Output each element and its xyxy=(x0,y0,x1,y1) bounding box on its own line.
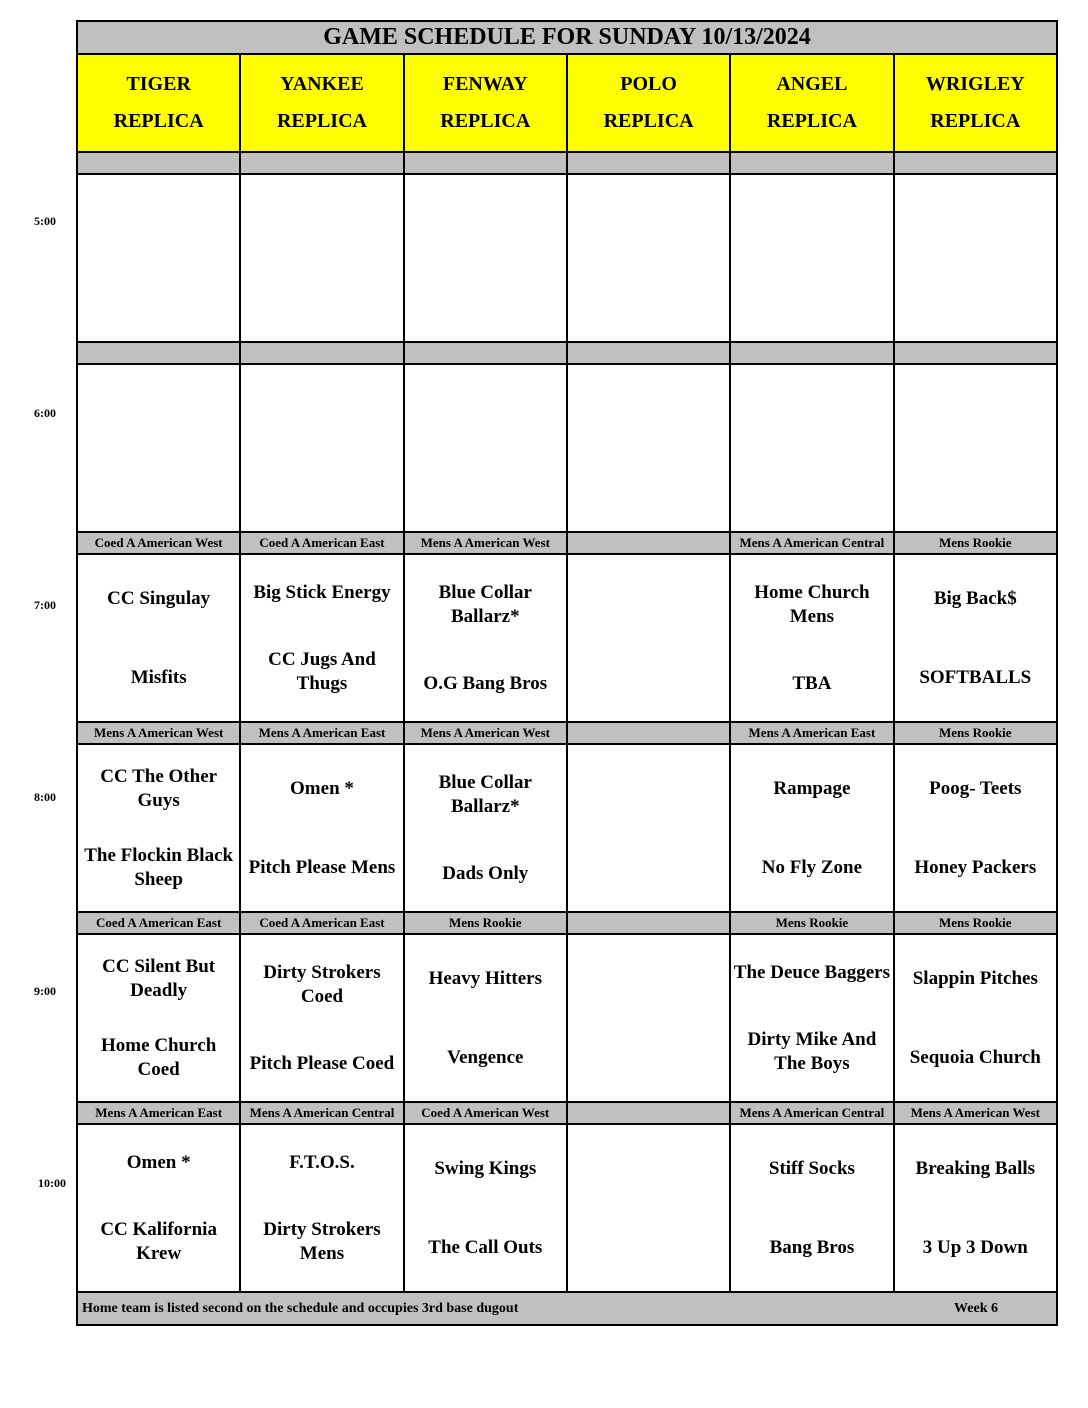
game-cell xyxy=(730,554,893,722)
away-team: Breaking Balls xyxy=(915,1157,1036,1179)
game-cell xyxy=(240,174,403,342)
home-team: Honey Packers xyxy=(914,856,1037,878)
time-slot-row xyxy=(77,934,1057,1102)
game-cell xyxy=(894,744,1057,912)
game-cell xyxy=(404,554,567,722)
time-label: 9:00 xyxy=(34,984,56,998)
game-cell xyxy=(77,364,240,532)
division-label: Mens Rookie xyxy=(894,532,1057,554)
home-team: Misfits xyxy=(130,666,187,688)
away-team: Blue Collar Ballarz* xyxy=(438,771,532,817)
division-label: Mens Rookie xyxy=(404,912,567,934)
home-team: CC Jugs And Thugs xyxy=(268,648,376,694)
division-label: Mens A American East xyxy=(730,722,893,744)
matchup xyxy=(78,365,239,531)
division-label: Mens A American West xyxy=(404,722,567,744)
time-slot-row xyxy=(77,364,1057,532)
matchup xyxy=(568,1125,729,1291)
home-team: Dirty Mike And The Boys xyxy=(747,1028,877,1074)
home-team: O.G Bang Bros xyxy=(423,672,548,694)
division-row xyxy=(77,342,1057,364)
away-team: Stiff Socks xyxy=(768,1157,855,1179)
game-cell xyxy=(894,1124,1057,1292)
field-sub: REPLICA xyxy=(766,110,857,132)
division-label xyxy=(894,152,1057,174)
field-header xyxy=(567,54,730,152)
matchup xyxy=(731,555,892,721)
division-label xyxy=(894,342,1057,364)
game-cell xyxy=(404,744,567,912)
game-cell xyxy=(77,174,240,342)
home-team: SOFTBALLS xyxy=(919,666,1032,688)
field-sub: REPLICA xyxy=(603,110,694,132)
matchup xyxy=(895,1125,1056,1291)
division-row xyxy=(77,152,1057,174)
division-label: Mens A American West xyxy=(77,722,240,744)
field-name: WRIGLEY xyxy=(925,73,1025,95)
matchup xyxy=(731,745,892,911)
game-cell xyxy=(730,364,893,532)
division-label: Mens A American Central xyxy=(240,1102,403,1124)
game-cell xyxy=(567,744,730,912)
time-slot-row xyxy=(77,1124,1057,1292)
matchup xyxy=(731,365,892,531)
division-label: Mens A American East xyxy=(240,722,403,744)
matchup xyxy=(405,935,566,1101)
division-label xyxy=(404,342,567,364)
field-name: TIGER xyxy=(126,73,191,95)
matchup xyxy=(895,745,1056,911)
away-team: Heavy Hitters xyxy=(428,967,542,989)
home-team: CC Kalifornia Krew xyxy=(100,1218,217,1264)
field-name: YANKEE xyxy=(280,73,364,95)
division-row xyxy=(77,912,1057,934)
game-cell xyxy=(404,934,567,1102)
matchup xyxy=(568,745,729,911)
game-cell xyxy=(404,364,567,532)
matchup xyxy=(895,175,1056,341)
division-label xyxy=(404,152,567,174)
schedule-table xyxy=(76,20,1058,1326)
field-sub: REPLICA xyxy=(930,110,1021,132)
division-label: Mens Rookie xyxy=(730,912,893,934)
matchup xyxy=(241,935,402,1101)
division-label: Coed A American East xyxy=(77,912,240,934)
game-cell xyxy=(404,1124,567,1292)
matchup xyxy=(731,175,892,341)
game-cell xyxy=(730,174,893,342)
division-label xyxy=(567,532,730,554)
away-team: The Deuce Baggers xyxy=(733,961,890,983)
game-cell xyxy=(894,934,1057,1102)
home-team: Bang Bros xyxy=(769,1236,855,1258)
game-cell xyxy=(77,1124,240,1292)
division-label: Mens Rookie xyxy=(894,722,1057,744)
home-team: Pitch Please Coed xyxy=(249,1052,395,1074)
division-label: Mens A American Central xyxy=(730,1102,893,1124)
away-team: Big Back$ xyxy=(933,587,1017,609)
field-header xyxy=(404,54,567,152)
game-cell xyxy=(77,554,240,722)
game-cell xyxy=(894,174,1057,342)
game-cell xyxy=(730,1124,893,1292)
away-team: Slappin Pitches xyxy=(912,967,1038,989)
matchup xyxy=(895,935,1056,1101)
away-team: CC The Other Guys xyxy=(100,765,218,811)
matchup xyxy=(568,365,729,531)
division-label xyxy=(730,342,893,364)
game-cell xyxy=(567,1124,730,1292)
time-label: 8:00 xyxy=(34,790,56,804)
division-label xyxy=(240,152,403,174)
field-name: POLO xyxy=(620,73,677,95)
field-name: ANGEL xyxy=(776,73,848,95)
game-cell xyxy=(730,934,893,1102)
field-sub: REPLICA xyxy=(113,110,204,132)
division-label xyxy=(567,1102,730,1124)
home-team: The Flockin Black Sheep xyxy=(84,844,234,890)
field-header xyxy=(730,54,893,152)
away-team: CC Singulay xyxy=(107,587,211,609)
field-header xyxy=(240,54,403,152)
time-slot-row xyxy=(77,554,1057,722)
matchup xyxy=(731,1125,892,1291)
game-cell xyxy=(567,554,730,722)
matchup xyxy=(895,555,1056,721)
title-row xyxy=(77,21,1057,54)
game-cell xyxy=(404,174,567,342)
home-team: Sequoia Church xyxy=(909,1046,1041,1068)
matchup xyxy=(405,555,566,721)
field-header xyxy=(77,54,240,152)
division-label xyxy=(567,912,730,934)
field-sub: REPLICA xyxy=(440,110,531,132)
matchup xyxy=(78,1125,239,1291)
game-cell xyxy=(894,364,1057,532)
matchup xyxy=(78,175,239,341)
footer-row xyxy=(77,1292,1057,1325)
matchup xyxy=(241,175,402,341)
time-label: 7:00 xyxy=(34,598,56,612)
matchup xyxy=(405,175,566,341)
home-team: No Fly Zone xyxy=(761,856,863,878)
matchup xyxy=(241,365,402,531)
home-team: Dads Only xyxy=(442,862,529,884)
matchup xyxy=(78,745,239,911)
game-cell xyxy=(730,744,893,912)
game-cell xyxy=(77,744,240,912)
game-cell xyxy=(77,934,240,1102)
division-label: Mens Rookie xyxy=(894,912,1057,934)
away-team: Rampage xyxy=(773,777,851,799)
division-label: Mens A American East xyxy=(77,1102,240,1124)
home-team: Vengence xyxy=(447,1046,524,1068)
footer-note: Home team is listed second on the schedule and occupies 3rd base dugout xyxy=(82,1300,519,1316)
matchup xyxy=(241,745,402,911)
matchup xyxy=(78,555,239,721)
field-name: FENWAY xyxy=(442,73,528,95)
away-team: F.T.O.S. xyxy=(289,1151,355,1173)
away-team: Swing Kings xyxy=(434,1157,537,1179)
division-label: Coed A American West xyxy=(77,532,240,554)
field-header xyxy=(894,54,1057,152)
game-cell xyxy=(567,174,730,342)
division-label: Coed A American West xyxy=(404,1102,567,1124)
division-label: Mens A American West xyxy=(894,1102,1057,1124)
matchup xyxy=(405,745,566,911)
matchup xyxy=(241,555,402,721)
division-label xyxy=(567,152,730,174)
matchup xyxy=(731,935,892,1101)
division-label: Mens A American West xyxy=(404,532,567,554)
matchup xyxy=(78,935,239,1101)
time-label: 6:00 xyxy=(34,406,56,420)
field-sub: REPLICA xyxy=(276,110,367,132)
time-label: 10:00 xyxy=(38,1176,66,1190)
division-label xyxy=(77,152,240,174)
footer xyxy=(77,1292,1057,1325)
away-team: Omen * xyxy=(126,1151,191,1173)
matchup xyxy=(405,365,566,531)
field-header-row xyxy=(77,54,1057,152)
game-cell xyxy=(240,934,403,1102)
home-team: 3 Up 3 Down xyxy=(922,1236,1028,1258)
home-team: Pitch Please Mens xyxy=(248,856,396,878)
home-team: Dirty Strokers Mens xyxy=(263,1218,381,1264)
division-label xyxy=(567,722,730,744)
matchup xyxy=(895,365,1056,531)
game-cell xyxy=(894,554,1057,722)
division-label: Mens A American Central xyxy=(730,532,893,554)
matchup xyxy=(405,1125,566,1291)
matchup xyxy=(241,1125,402,1291)
division-label xyxy=(567,342,730,364)
away-team: Poog- Teets xyxy=(929,777,1022,799)
matchup xyxy=(568,555,729,721)
game-cell xyxy=(240,554,403,722)
home-team: Home Church Coed xyxy=(101,1034,217,1080)
division-label xyxy=(730,152,893,174)
away-team: Big Stick Energy xyxy=(253,581,391,603)
time-label: 5:00 xyxy=(34,214,56,228)
away-team: Omen * xyxy=(290,777,354,799)
page-title: GAME SCHEDULE FOR SUNDAY 10/13/2024 xyxy=(77,21,1057,54)
division-row xyxy=(77,1102,1057,1124)
division-label: Coed A American East xyxy=(240,912,403,934)
matchup xyxy=(568,175,729,341)
time-slot-row xyxy=(77,174,1057,342)
game-cell xyxy=(240,364,403,532)
division-label: Coed A American East xyxy=(240,532,403,554)
away-team: Home Church Mens xyxy=(754,581,870,627)
game-cell xyxy=(567,364,730,532)
away-team: Blue Collar Ballarz* xyxy=(438,581,532,627)
home-team: The Call Outs xyxy=(428,1236,543,1258)
home-team: TBA xyxy=(792,672,832,694)
game-cell xyxy=(240,1124,403,1292)
game-cell xyxy=(567,934,730,1102)
division-row xyxy=(77,722,1057,744)
away-team: CC Silent But Deadly xyxy=(102,955,216,1001)
away-team: Dirty Strokers Coed xyxy=(263,961,381,1007)
division-label xyxy=(77,342,240,364)
week-label: Week 6 xyxy=(954,1300,998,1316)
matchup xyxy=(568,935,729,1101)
division-row xyxy=(77,532,1057,554)
division-label xyxy=(240,342,403,364)
time-slot-row xyxy=(77,744,1057,912)
game-cell xyxy=(240,744,403,912)
